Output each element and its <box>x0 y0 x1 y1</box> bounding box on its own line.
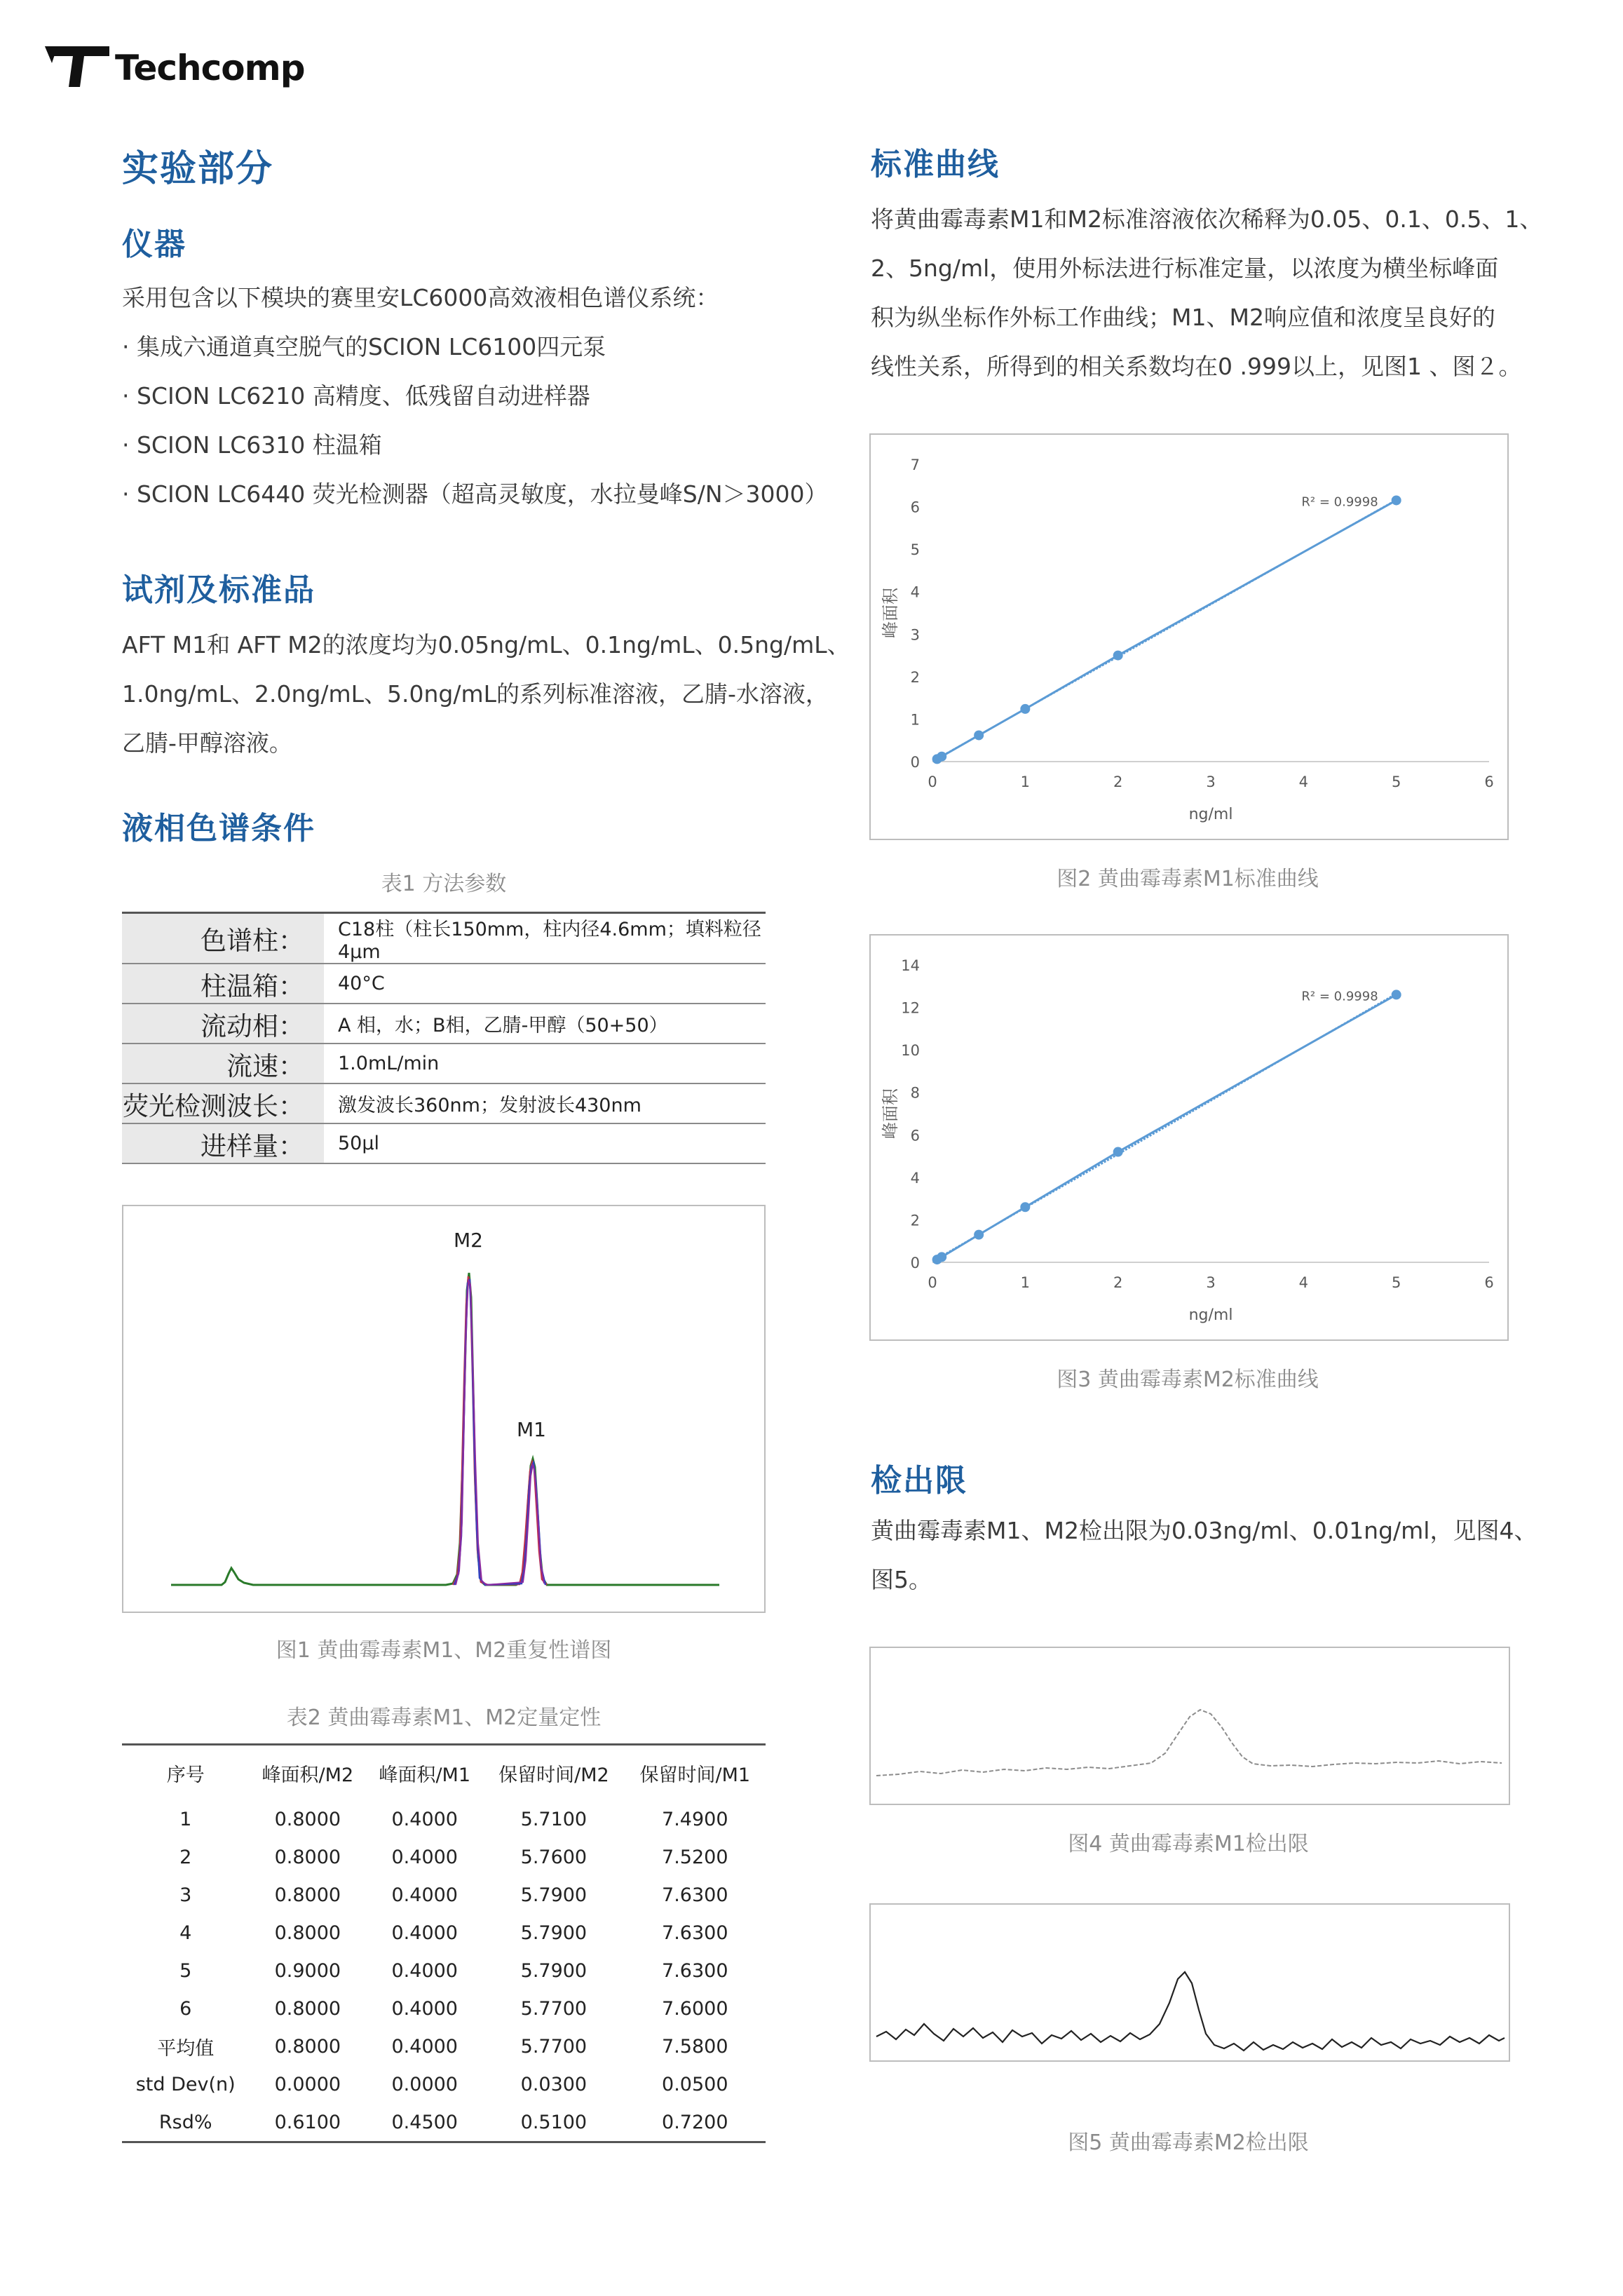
text-line: 积为纵坐标作外标工作曲线；M1、M2响应值和浓度呈良好的 <box>871 304 1495 331</box>
y-tick-label: 6 <box>910 499 920 516</box>
y-axis-label: 峰面积 <box>881 588 900 638</box>
table-cell: 0.8000 <box>274 1884 341 1906</box>
x-tick-label: 6 <box>1484 774 1494 790</box>
x-tick-label: 2 <box>1113 1274 1123 1291</box>
table-cell: 4 <box>179 1922 192 1944</box>
lod-m2-trace <box>876 1972 1505 2051</box>
y-tick-label: 7 <box>910 457 920 473</box>
lod-m1-trace <box>876 1710 1502 1776</box>
chromatogram-figure <box>122 1205 766 1613</box>
data-point <box>937 752 946 762</box>
data-point <box>1113 651 1123 661</box>
text-line: AFT M1和 AFT M2的浓度均为0.05ng/mL、0.1ng/mL、0.5ng/mL、 <box>122 631 850 659</box>
column-header: 序号 <box>166 1764 205 1786</box>
table-cell: 5.7700 <box>520 2035 588 2058</box>
table-row <box>122 1838 766 1876</box>
param-value: 1.0mL/min <box>324 1044 766 1083</box>
x-tick-label: 4 <box>1298 774 1309 790</box>
table-cell: 0.0000 <box>274 2073 341 2095</box>
table-cell: 0.4000 <box>391 1959 458 1982</box>
table-row <box>122 2065 766 2103</box>
logo <box>45 42 311 91</box>
table-cell: 5.7900 <box>520 1884 588 1906</box>
table-cell: 7.6000 <box>662 1997 728 2020</box>
calibration-chart-m1-svg <box>871 435 1507 839</box>
param-value: C18柱（柱长150mm，柱内径4.6mm；填料粒径4μm <box>324 913 766 964</box>
table-cell: 6 <box>179 1997 192 2020</box>
x-tick-label: 4 <box>1298 1274 1309 1291</box>
table-row <box>122 1083 766 1123</box>
table-cell: Rsd% <box>158 2111 212 2133</box>
y-tick-label: 0 <box>910 754 920 771</box>
table-row <box>122 2027 766 2065</box>
table-cell: 7.5200 <box>662 1846 728 1868</box>
table-row <box>122 964 766 1004</box>
y-tick-label: 1 <box>910 711 920 729</box>
table-cell: 5.7900 <box>520 1922 588 1944</box>
table-row <box>122 1914 766 1952</box>
param-key: 流动相： <box>122 1004 324 1044</box>
data-point <box>937 1252 946 1262</box>
text-line: 乙腈-甲醇溶液。 <box>122 729 292 757</box>
y-tick-label: 5 <box>910 541 920 559</box>
section-title: 实验部分 <box>122 148 274 190</box>
param-value: 40°C <box>324 964 766 1004</box>
column-header: 峰面积/M1 <box>379 1764 471 1786</box>
data-point <box>1113 1147 1123 1157</box>
table-cell: 1 <box>179 1808 192 1830</box>
table-cell: 5.7100 <box>520 1808 588 1830</box>
param-value: 激发波长360nm；发射波长430nm <box>324 1083 766 1123</box>
table-cell: 0.8000 <box>274 1922 341 1944</box>
y-tick-label: 10 <box>901 1042 920 1060</box>
data-point <box>974 730 984 740</box>
y-tick-label: 4 <box>910 583 920 601</box>
table-cell: 0.4000 <box>391 1922 458 1944</box>
x-tick-label: 0 <box>928 774 937 790</box>
text-line: 图5。 <box>871 1566 932 1593</box>
x-tick-label: 6 <box>1484 1274 1494 1291</box>
figure2-caption: 图2 黄曲霉毒素M1标准曲线 <box>1057 867 1319 891</box>
x-tick-label: 3 <box>1206 774 1216 790</box>
logo-text: Techcomp <box>115 48 305 88</box>
param-value: A 相，水；B相，乙腈-甲醇（50+50） <box>324 1004 766 1044</box>
param-value: 50μl <box>324 1123 766 1163</box>
y-tick-label: 8 <box>910 1084 920 1102</box>
peak-label-m1: M1 <box>517 1418 546 1441</box>
y-tick-label: 2 <box>910 668 920 686</box>
table-cell: std Dev(n) <box>135 2073 236 2095</box>
x-tick-label: 2 <box>1113 774 1123 790</box>
table-row <box>122 1800 766 1838</box>
x-tick-label: 1 <box>1020 774 1031 790</box>
x-tick-label: 5 <box>1391 1274 1401 1291</box>
calibration-chart-m1 <box>869 433 1509 840</box>
table-cell: 7.6300 <box>662 1959 728 1982</box>
column-header: 保留时间/M1 <box>639 1764 751 1786</box>
table-cell: 0.8000 <box>274 1846 341 1868</box>
table-row <box>122 1990 766 2027</box>
y-axis-label: 峰面积 <box>881 1088 900 1139</box>
logo-mark-icon <box>45 42 109 91</box>
peak-label-m2: M2 <box>454 1229 483 1252</box>
x-tick-label: 1 <box>1020 1274 1031 1291</box>
column-header: 保留时间/M2 <box>498 1764 609 1786</box>
table-row <box>122 1876 766 1914</box>
text-line: 2、5ng/ml，使用外标法进行标准定量，以浓度为横坐标峰面 <box>871 255 1499 282</box>
lod-chart-m1 <box>869 1647 1510 1805</box>
list-item: · SCION LC6310 柱温箱 <box>122 431 382 459</box>
table-cell: 7.6300 <box>662 1922 728 1944</box>
table-cell: 5.7900 <box>520 1959 588 1982</box>
y-tick-label: 3 <box>910 626 920 644</box>
reagents-text <box>122 621 850 768</box>
figure4-caption: 图4 黄曲霉毒素M1检出限 <box>1068 1832 1309 1856</box>
list-item: · 集成六通道真空脱气的SCION LC6100四元泵 <box>122 333 606 360</box>
table-row <box>122 913 766 964</box>
table-cell: 7.6300 <box>662 1884 728 1906</box>
lod-heading: 检出限 <box>871 1463 967 1499</box>
table-cell: 0.7200 <box>662 2111 728 2133</box>
y-tick-label: 14 <box>901 957 920 974</box>
figure1-caption: 图1 黄曲霉毒素M1、M2重复性谱图 <box>276 1638 612 1663</box>
table-cell: 3 <box>179 1884 192 1906</box>
table-cell: 5.7700 <box>520 1997 588 2020</box>
text-line: 线性关系，所得到的相关系数均在0 .999以上，见图1 、图２。 <box>871 353 1522 380</box>
table-cell: 0.0500 <box>662 2073 728 2095</box>
x-axis-label: ng/ml <box>1188 806 1233 823</box>
table-cell: 0.0000 <box>391 2073 458 2095</box>
x-axis-label: ng/ml <box>1188 1306 1233 1324</box>
table-row <box>122 1044 766 1083</box>
table-cell: 0.9000 <box>274 1959 341 1982</box>
y-tick-label: 6 <box>910 1127 920 1144</box>
instrument-list <box>122 323 827 519</box>
param-key: 柱温箱： <box>122 964 324 1004</box>
param-key: 进样量： <box>122 1123 324 1163</box>
chromatogram-svg <box>123 1206 764 1612</box>
calibration-chart-m2 <box>869 934 1509 1341</box>
param-key: 荧光检测波长： <box>122 1083 324 1123</box>
column-header: 峰面积/M2 <box>262 1764 354 1786</box>
param-key: 色谱柱： <box>122 913 324 964</box>
calibration-chart-m2-svg <box>871 936 1507 1339</box>
lod-chart-m2-svg <box>871 1905 1509 2060</box>
data-point <box>974 1230 984 1240</box>
text-line: 黄曲霉毒素M1、M2检出限为0.03ng/ml、0.01ng/ml，见图4、 <box>871 1517 1537 1544</box>
table-row <box>122 2103 766 2142</box>
y-tick-label: 12 <box>901 999 920 1017</box>
r-squared-annotation: R² = 0.9998 <box>1301 989 1378 1004</box>
x-tick-label: 5 <box>1391 774 1401 790</box>
table-row <box>122 1004 766 1044</box>
table-cell: 0.4000 <box>391 1808 458 1830</box>
chromatogram-baseline <box>171 1273 719 1585</box>
table2-caption: 表2 黄曲霉毒素M1、M2定量定性 <box>286 1706 602 1730</box>
x-tick-label: 0 <box>928 1274 937 1291</box>
data-point <box>1020 704 1030 714</box>
table-cell: 7.4900 <box>662 1808 728 1830</box>
table-row <box>122 1123 766 1163</box>
lod-chart-m2 <box>869 1903 1510 2062</box>
figure3-caption: 图3 黄曲霉毒素M2标准曲线 <box>1057 1368 1319 1392</box>
lod-text <box>871 1506 1537 1605</box>
table-cell: 7.5800 <box>662 2035 728 2058</box>
table1-caption: 表1 方法参数 <box>381 872 507 896</box>
data-point <box>1392 990 1401 999</box>
table-row <box>122 1952 766 1990</box>
table-cell: 0.4000 <box>391 1884 458 1906</box>
method-parameters-table <box>122 912 766 1164</box>
table-cell: 0.5100 <box>520 2111 588 2133</box>
x-tick-label: 3 <box>1206 1274 1216 1291</box>
table-cell: 2 <box>179 1846 192 1868</box>
list-item: · SCION LC6210 高精度、低残留自动进样器 <box>122 382 590 410</box>
data-point <box>1020 1202 1030 1212</box>
y-tick-label: 0 <box>910 1255 920 1271</box>
table-cell: 0.8000 <box>274 1808 341 1830</box>
calibration-text <box>871 195 1542 391</box>
table-header-row <box>122 1745 766 1801</box>
figure5-caption: 图5 黄曲霉毒素M2检出限 <box>1068 2130 1309 2155</box>
table-cell: 0.0300 <box>520 2073 588 2095</box>
data-point <box>1392 495 1401 505</box>
table-cell: 平均值 <box>157 2037 215 2060</box>
table-cell: 5 <box>179 1959 192 1982</box>
y-tick-label: 4 <box>910 1169 920 1187</box>
table-cell: 0.4000 <box>391 1846 458 1868</box>
table-cell: 0.8000 <box>274 1997 341 2020</box>
param-key: 流速： <box>122 1044 324 1083</box>
y-tick-label: 2 <box>910 1212 920 1229</box>
lc-conditions-heading: 液相色谱条件 <box>122 811 315 846</box>
text-line: 1.0ng/mL、2.0ng/mL、5.0ng/mL的系列标准溶液，乙腈-水溶液， <box>122 680 829 708</box>
calibration-heading: 标准曲线 <box>871 147 1000 182</box>
table-cell: 0.6100 <box>274 2111 341 2133</box>
text-line: 将黄曲霉毒素M1和M2标准溶液依次稀释为0.05、0.1、0.5、1、 <box>871 205 1543 233</box>
instrument-heading: 仪器 <box>122 227 186 262</box>
table-cell: 0.4000 <box>391 1997 458 2020</box>
r-squared-annotation: R² = 0.9998 <box>1301 494 1378 510</box>
lod-chart-m1-svg <box>871 1648 1509 1804</box>
table-cell: 0.4000 <box>391 2035 458 2058</box>
reagents-heading: 试剂及标准品 <box>122 572 315 608</box>
instrument-intro: 采用包含以下模块的赛里安LC6000高效液相色谱仪系统： <box>122 284 719 311</box>
list-item: · SCION LC6440 荧光检测器（超高灵敏度，水拉曼峰S/N＞3000） <box>122 480 828 508</box>
table-cell: 0.8000 <box>274 2035 341 2058</box>
table-cell: 5.7600 <box>520 1846 588 1868</box>
table-cell: 0.4500 <box>391 2111 458 2133</box>
quantitation-table <box>122 1743 766 2143</box>
